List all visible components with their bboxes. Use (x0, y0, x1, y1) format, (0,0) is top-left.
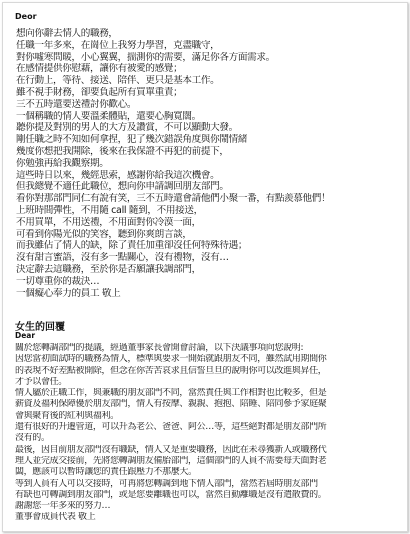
letter-line: 想向你辭去情人的職務， (16, 28, 118, 39)
reply-line: 闆，應該可以暫時讓您的責任跟壓力不那麼大。 (15, 467, 197, 478)
reply-line: 最後，因目前朋友部門沒有職缺，情人又是重要職務，因此在未尋獲新人或職務代 (15, 444, 327, 455)
reply-letter (15, 343, 401, 524)
reply-line: 還有很好的升遷管道，可以升為老公、爸爸、阿公…等，這些絕對都是朋友部門所 (15, 422, 327, 433)
letter-greeting: Deor (15, 12, 37, 21)
letter-line: 剛任職之時不知如何拿捏，犯了幾次錯誤角度與你鬧情緒 (16, 134, 248, 146)
reply-line: 會與聚育後的紅利與福利。 (15, 410, 119, 421)
reply-signature: 董事會成員代表 敬上 (15, 512, 96, 523)
letter-line: 雖不視手財務，卻要負起所有買單重責； (16, 86, 183, 98)
reply-title: 女生的回覆 (15, 322, 65, 333)
letter-line: 但我總覺不適任此職位，想向你申請調回朋友部門。 (16, 181, 229, 193)
reply-line: 謝謝您一年多來的努力… (15, 501, 111, 512)
letter-line: 上班時間彈性，不用隨 call 隨到，不用接送， (16, 204, 203, 216)
letter-line: 你勉強再給我觀察期。 (16, 157, 109, 169)
letter-line: 任職一年多來，在崗位上我努力學習，克盡職守， (16, 39, 220, 51)
letter-line: 決定辭去這職務，至於你是否願讓我調部門， (16, 263, 201, 275)
letter-line: 一個稱職的情人要溫柔體貼，還要心胸寬闊。 (16, 110, 201, 122)
document-page (2, 2, 408, 532)
letter-line: 一切尊重你的裁決… (16, 275, 100, 287)
letter-line: 可看到你陽光似的笑容，聽到你爽朗言談， (16, 228, 192, 240)
reply-line: 關於您轉調部門的提議，經過董事家長會開會討論，以下決議事項向您說明: (15, 343, 304, 353)
reply-greeting: Dear (15, 331, 36, 340)
letter-signature: 一個癡心奉力的員工 敬上 (16, 287, 121, 299)
letter-line: 沒有甜言蜜語，沒有多一點關心，沒有禮物，沒有… (16, 252, 229, 264)
reply-line: 情人屬於正職工作，與兼職的朋友部門不同，當然責任與工作相對也比較多，但是 (15, 388, 327, 399)
letter-line: 這些時日以來，幾經思索，感謝你給我這次機會。 (16, 169, 220, 181)
reply-line: 沒有的。 (15, 433, 50, 444)
letter-line: 看你對那部門同仁有說有笑，三不五時還會請他們小聚一番，有點羨慕他們！ (16, 193, 331, 205)
letter-line: 不用買單，不用送禮，不用面對你冷漠一面， (16, 216, 201, 228)
reply-line: 理人並完成交接前，先將您轉調朋友備胎部門，這個部門的人員不需要每天面對老 (15, 455, 327, 466)
reply-line: 薪資及福利保障優於朋友部門，情人有按摩、親親、抱抱、陪睡、陪同參予家庭聚 (15, 399, 327, 410)
letter-line: 在行動上，等待、接送、陪伴、更只是基本工作。 (16, 75, 220, 87)
letter-line: 而我雖佔了情人的缺，除了責任加重卻沒任何特殊待遇； (16, 240, 248, 252)
reply-line: 因您當初面試時的職務為情人，標準與要求一開始就跟朋友不同，雖然試用期間你 (15, 354, 327, 365)
reply-line: 的表現不好差點被開除，但念在你苦苦哀求且信誓旦旦的說明你可以改進與昇任， (15, 365, 327, 376)
letter-line: 對你噓寒問暖，小心翼翼，揣測你的需要，滿足你各方面需求。 (16, 51, 275, 63)
resignation-letter (16, 28, 398, 299)
reply-line: 等到人員有人可以交接時，可再將您轉調到地下情人部門，當然若屆時朋友部門 (15, 478, 318, 489)
letter-line: 幾度你想把我開除，後來在我保證不再犯的前提下， (16, 145, 229, 157)
letter-line: 聽你提及對別的男人的大方及讚賞，不可以顯動大發。 (16, 122, 238, 134)
letter-line: 三不五時還要送禮討你歡心。 (16, 98, 137, 110)
letter-line: 在感情提供你慰藉，讓你有被愛的感覺； (16, 63, 183, 75)
reply-line: 才予以會任。 (15, 376, 67, 387)
reply-line: 有缺也可轉調到朋友部門，或是您要離職也可以，當然自動離職是沒有遣散費的。 (15, 489, 327, 500)
